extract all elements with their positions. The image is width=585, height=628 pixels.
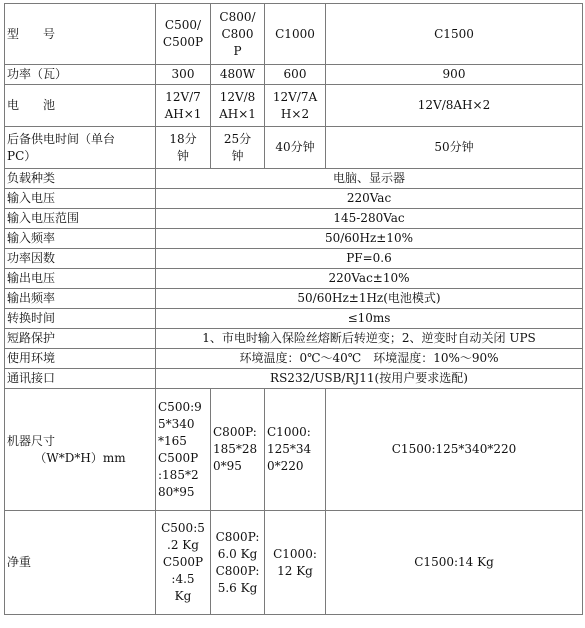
- cell-line: 185*28: [213, 442, 258, 456]
- power-row: [5, 65, 583, 85]
- cell-line: C800P:: [215, 529, 260, 544]
- comm-interface-label: 通讯接口: [5, 369, 156, 389]
- battery-c800: [211, 85, 265, 127]
- input-frequency-label: 输入频率: [5, 229, 156, 249]
- cell-line: 电 池: [7, 98, 56, 112]
- cell-line: 18分: [169, 131, 197, 146]
- power-c1500: 900: [326, 65, 583, 85]
- environment-row: [5, 349, 583, 369]
- backup-time-row: [5, 127, 583, 169]
- cell-line: C1000:: [267, 425, 311, 439]
- cell-line: H×2: [280, 106, 310, 121]
- power-factor-row: [5, 249, 583, 269]
- battery-c500: [156, 85, 211, 127]
- model-c1500: [326, 4, 583, 65]
- cell-line: 125*34: [267, 442, 312, 456]
- cell-line: C800P:: [215, 563, 260, 578]
- cell-line: 净重: [7, 555, 32, 569]
- cell-line: Kg: [174, 589, 192, 603]
- cell-line: 12 Kg: [277, 563, 313, 578]
- model-label: [5, 4, 156, 65]
- cell-line: 12V/7A: [272, 89, 318, 104]
- load-type-value: 电脑、显示器: [156, 169, 583, 189]
- backup-time-c800: [211, 127, 265, 169]
- cell-line: 0*220: [267, 459, 304, 473]
- battery-label: [5, 85, 156, 127]
- net-weight-c1000: [265, 511, 326, 615]
- output-frequency-row: [5, 289, 583, 309]
- cell-line: 机器尺寸: [7, 433, 56, 448]
- cell-line: C500P: [162, 35, 204, 49]
- environment-value: 环境温度：0℃～40℃ 环境湿度：10%～90%: [156, 349, 583, 369]
- transfer-time-label: 转换时间: [5, 309, 156, 329]
- power-c800: 480W: [211, 65, 265, 85]
- cell-line: C1500:125*340*220: [391, 442, 517, 456]
- cell-line: 25分: [223, 131, 252, 146]
- cell-line: C800: [221, 26, 254, 41]
- input-voltage-label: 输入电压: [5, 189, 156, 209]
- input-frequency-value: 50/60Hz±10%: [156, 229, 583, 249]
- power-label: [5, 65, 156, 85]
- load-type-row: [5, 169, 583, 189]
- cell-line: :4.5: [171, 572, 195, 586]
- comm-interface-value: RS232/USB/RJ11(按用户要求选配): [156, 369, 583, 389]
- backup-time-label: [5, 127, 156, 169]
- cell-line: 型 号: [7, 26, 56, 41]
- power-c1000: 600: [265, 65, 326, 85]
- output-voltage-value: 220Vac±10%: [156, 269, 583, 289]
- model-c1000: [265, 4, 326, 65]
- dimensions-c500: [156, 389, 211, 511]
- cell-line: C1500: [434, 26, 474, 41]
- load-type-label: 负载种类: [5, 169, 156, 189]
- cell-line: C500P: [162, 555, 204, 569]
- cell-line: P: [233, 43, 242, 58]
- model-c800: [211, 4, 265, 65]
- dimensions-c1500: [326, 389, 583, 511]
- cell-line: C1000:: [273, 546, 317, 561]
- power-c500: 300: [156, 65, 211, 85]
- output-frequency-value: 50/60Hz±1Hz(电池模式): [156, 289, 583, 309]
- output-frequency-label: 输出频率: [5, 289, 156, 309]
- cell-line: 功率（瓦）: [7, 67, 68, 81]
- model-row: [5, 4, 583, 65]
- cell-line: *165: [158, 433, 187, 448]
- net-weight-c800: [211, 511, 265, 615]
- cell-line: C1500:14 Kg: [414, 555, 494, 569]
- dimensions-row: [5, 389, 583, 511]
- cell-line: C500P: [158, 450, 199, 465]
- cell-line: 50分钟: [434, 140, 474, 154]
- cell-line: AH×1: [219, 106, 256, 121]
- input-voltage-range-label: 输入电压范围: [5, 209, 156, 229]
- cell-line: AH×1: [164, 106, 202, 121]
- cell-line: .2 Kg: [167, 538, 199, 552]
- battery-row: [5, 85, 583, 127]
- input-voltage-range-row: [5, 209, 583, 229]
- model-c500: [156, 4, 211, 65]
- battery-c1500: [326, 85, 583, 127]
- short-protection-label: 短路保护: [5, 329, 156, 349]
- cell-line: 40分钟: [275, 140, 315, 154]
- cell-line: 12V/7: [165, 89, 201, 104]
- cell-line: 6.0 Kg: [217, 546, 258, 561]
- cell-line: 钟: [176, 148, 189, 163]
- cell-line: C500:5: [161, 521, 205, 535]
- transfer-time-value: ≤10ms: [156, 309, 583, 329]
- cell-line: 80*95: [158, 484, 195, 499]
- transfer-time-row: [5, 309, 583, 329]
- cell-line: 5*340: [158, 416, 195, 431]
- output-voltage-label: 输出电压: [5, 269, 156, 289]
- power-factor-label: 功率因数: [5, 249, 156, 269]
- cell-line: C1000: [275, 26, 315, 41]
- input-frequency-row: [5, 229, 583, 249]
- output-voltage-row: [5, 269, 583, 289]
- environment-label: 使用环境: [5, 349, 156, 369]
- backup-time-c1500: [326, 127, 583, 169]
- input-voltage-row: [5, 189, 583, 209]
- dimensions-c800: [211, 389, 265, 511]
- power-factor-value: PF=0.6: [156, 249, 583, 269]
- cell-line: C800P:: [213, 425, 257, 439]
- backup-time-c1000: [265, 127, 326, 169]
- cell-line: 5.6 Kg: [217, 580, 258, 595]
- cell-line: C500:9: [158, 399, 202, 414]
- cell-line: 12V/8: [219, 89, 256, 104]
- cell-line: C500/: [164, 18, 202, 32]
- backup-time-c500: [156, 127, 211, 169]
- net-weight-c1500: [326, 511, 583, 615]
- cell-line: C800/: [219, 9, 256, 24]
- cell-line: 12V/8AH×2: [417, 98, 491, 112]
- input-voltage-value: 220Vac: [156, 189, 583, 209]
- net-weight-label: [5, 511, 156, 615]
- battery-c1000: [265, 85, 326, 127]
- cell-line: 0*95: [213, 459, 242, 473]
- comm-interface-row: [5, 369, 583, 389]
- input-voltage-range-value: 145-280Vac: [156, 209, 583, 229]
- cell-line: PC）: [7, 148, 37, 163]
- dimensions-label: [5, 389, 156, 511]
- cell-line: 钟: [231, 148, 244, 163]
- short-protection-value: 1、市电时输入保险丝熔断后转逆变；2、逆变时自动关闭 UPS: [156, 329, 583, 349]
- dimensions-c1000: [265, 389, 326, 511]
- net-weight-c500: [156, 511, 211, 615]
- net-weight-row: [5, 511, 583, 615]
- cell-line: （W*D*H）mm: [34, 450, 126, 465]
- short-protection-row: [5, 329, 583, 349]
- ups-spec-table: [4, 3, 583, 615]
- cell-line: :185*2: [158, 467, 199, 482]
- cell-line: 后备供电时间（单台: [7, 131, 116, 146]
- common-rows: [5, 169, 583, 389]
